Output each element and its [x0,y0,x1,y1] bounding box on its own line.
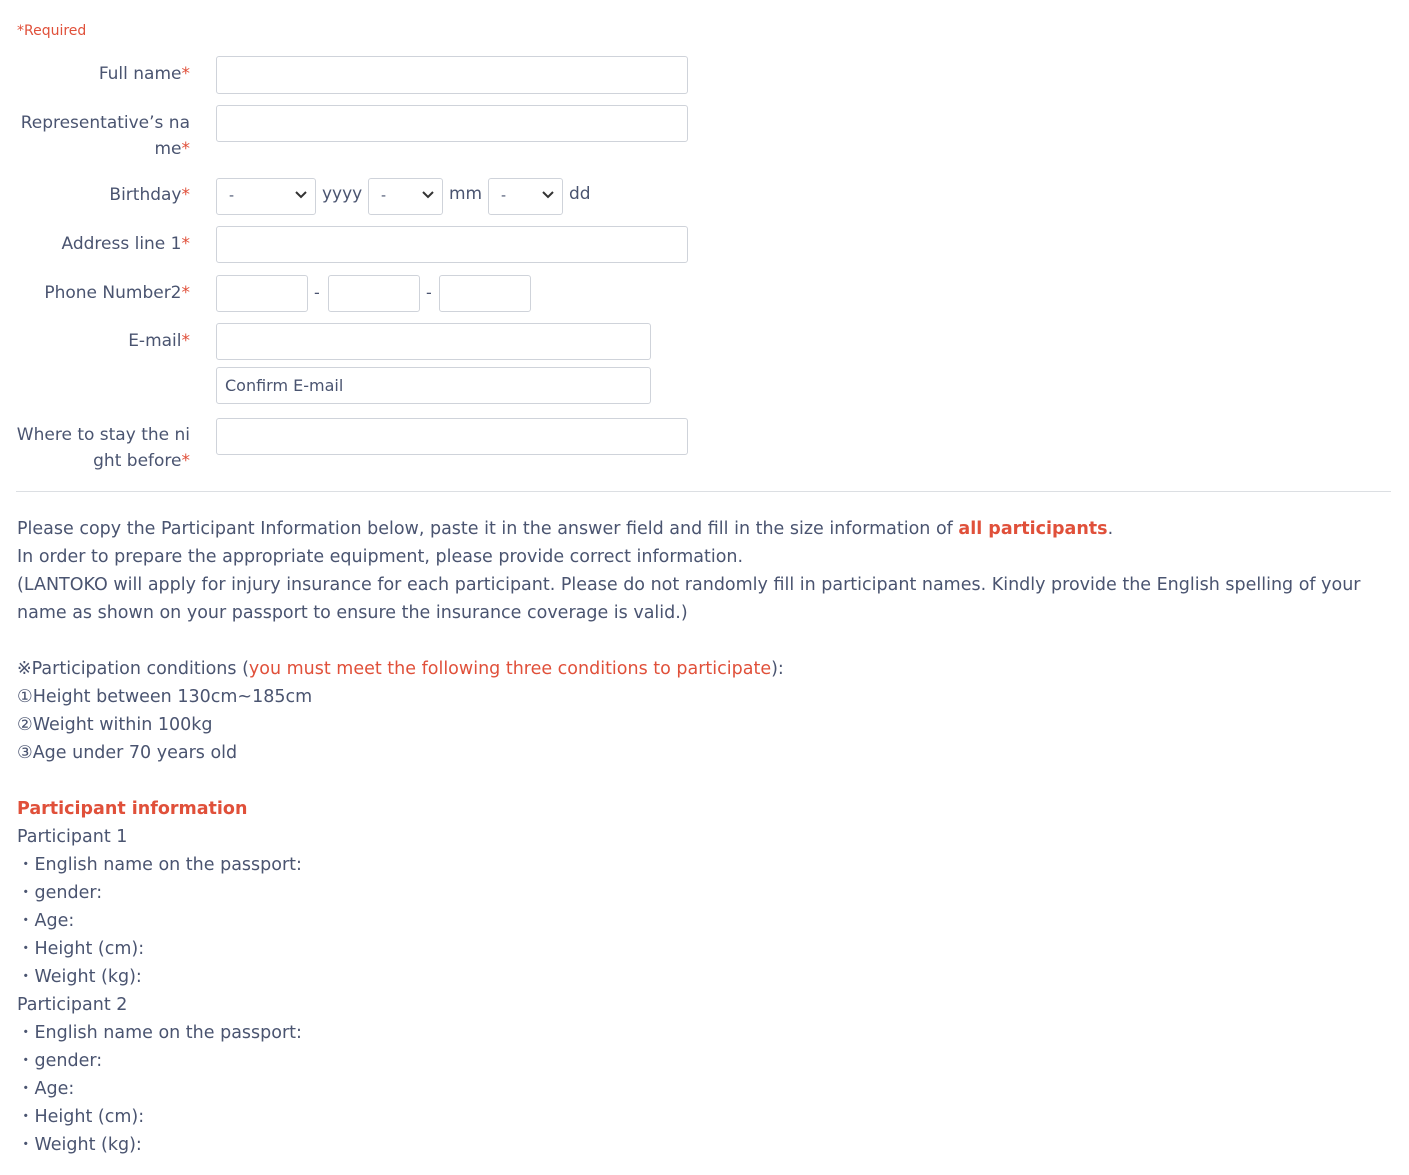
required-star: * [181,185,190,205]
participant-field: ・gender: [17,1051,103,1071]
participant-field: ・English name on the passport: [17,1023,302,1043]
conditions-suffix: ): [771,659,784,679]
participant-info-heading: Participant information [17,799,248,819]
participant-field: ・Weight (kg): [17,967,142,987]
required-note: *Required [17,23,87,39]
birthday-label-text: Birthday [109,185,182,205]
birthday-year-unit: yyyy [322,184,363,204]
birthday-month-unit: mm [449,184,483,204]
representative-name-label-text: Representative’s name [20,113,190,159]
required-star: * [181,234,190,254]
address-line1-label [14,231,190,257]
participant-field: ・Age: [17,1079,75,1099]
required-star: * [181,283,190,303]
birthday-month-value: - [381,188,387,204]
stay-night-before-label-text: Where to stay the night before [16,425,190,471]
chevron-down-icon [542,190,554,200]
required-star: * [181,451,190,471]
birthday-month-select[interactable] [368,178,443,215]
phone-label [14,280,190,306]
participant-title: Participant 1 [17,827,128,847]
required-star: * [181,139,190,159]
full-name-label-text: Full name [98,64,182,84]
condition-item: ②Weight within 100kg [17,715,213,735]
conditions-prefix: ※Participation conditions ( [17,659,249,679]
address-line1-label-text: Address line 1 [61,234,182,254]
participant-field: ・Weight (kg): [17,1135,142,1155]
phone-part2-input[interactable] [328,275,420,312]
participant-instructions [17,515,1392,1159]
conditions-heading [17,655,1392,683]
condition-item: ③Age under 70 years old [17,743,238,763]
address-line1-input[interactable] [216,226,688,263]
full-name-label [14,61,190,87]
phone-part3-input[interactable] [439,275,531,312]
participant-field: ・Age: [17,911,75,931]
intro-line-3: (LANTOKO will apply for injury insurance for each participant. Please do not randomly fill in participant names. Kindly provide the English spelling of your name as shown on your passport to ensure the insurance coverage is valid.) [17,575,1361,623]
intro-period: . [1107,519,1114,539]
birthday-day-value: - [501,188,507,204]
all-participants-emphasis: all participants [958,519,1108,539]
required-star: * [181,64,190,84]
required-star: * [181,331,190,351]
participant-field: ・Height (cm): [17,939,145,959]
phone-separator: - [314,283,320,302]
email-label [14,328,190,354]
chevron-down-icon [422,190,434,200]
section-divider [16,491,1391,492]
intro-line-2: In order to prepare the appropriate equipment, please provide correct information. [17,547,744,567]
condition-item: ①Height between 130cm~185cm [17,687,313,707]
conditions-emphasis: you must meet the following three conditions to participate [248,659,772,679]
confirm-email-input[interactable] [216,367,651,404]
email-input[interactable] [216,323,651,360]
intro-text: Please copy the Participant Information below, paste it in the answer field and fill in the size information of [17,519,959,539]
phone-part1-input[interactable] [216,275,308,312]
participant-field: ・gender: [17,883,103,903]
participant-title: Participant 2 [17,995,128,1015]
representative-name-input[interactable] [216,105,688,142]
intro-line-1 [17,515,1392,543]
full-name-input[interactable] [216,56,688,94]
birthday-year-value: - [229,188,235,204]
birthday-label [14,182,190,208]
participant-field: ・English name on the passport: [17,855,302,875]
phone-separator: - [426,283,432,302]
birthday-day-select[interactable] [488,178,563,215]
birthday-year-select[interactable] [216,178,316,215]
birthday-day-unit: dd [569,184,591,204]
chevron-down-icon [295,190,307,200]
phone-label-text: Phone Number2 [44,283,182,303]
stay-night-before-label [14,422,190,474]
stay-night-before-input[interactable] [216,418,688,455]
representative-name-label [14,110,190,162]
participant-field: ・Height (cm): [17,1107,145,1127]
email-label-text: E-mail [128,331,182,351]
